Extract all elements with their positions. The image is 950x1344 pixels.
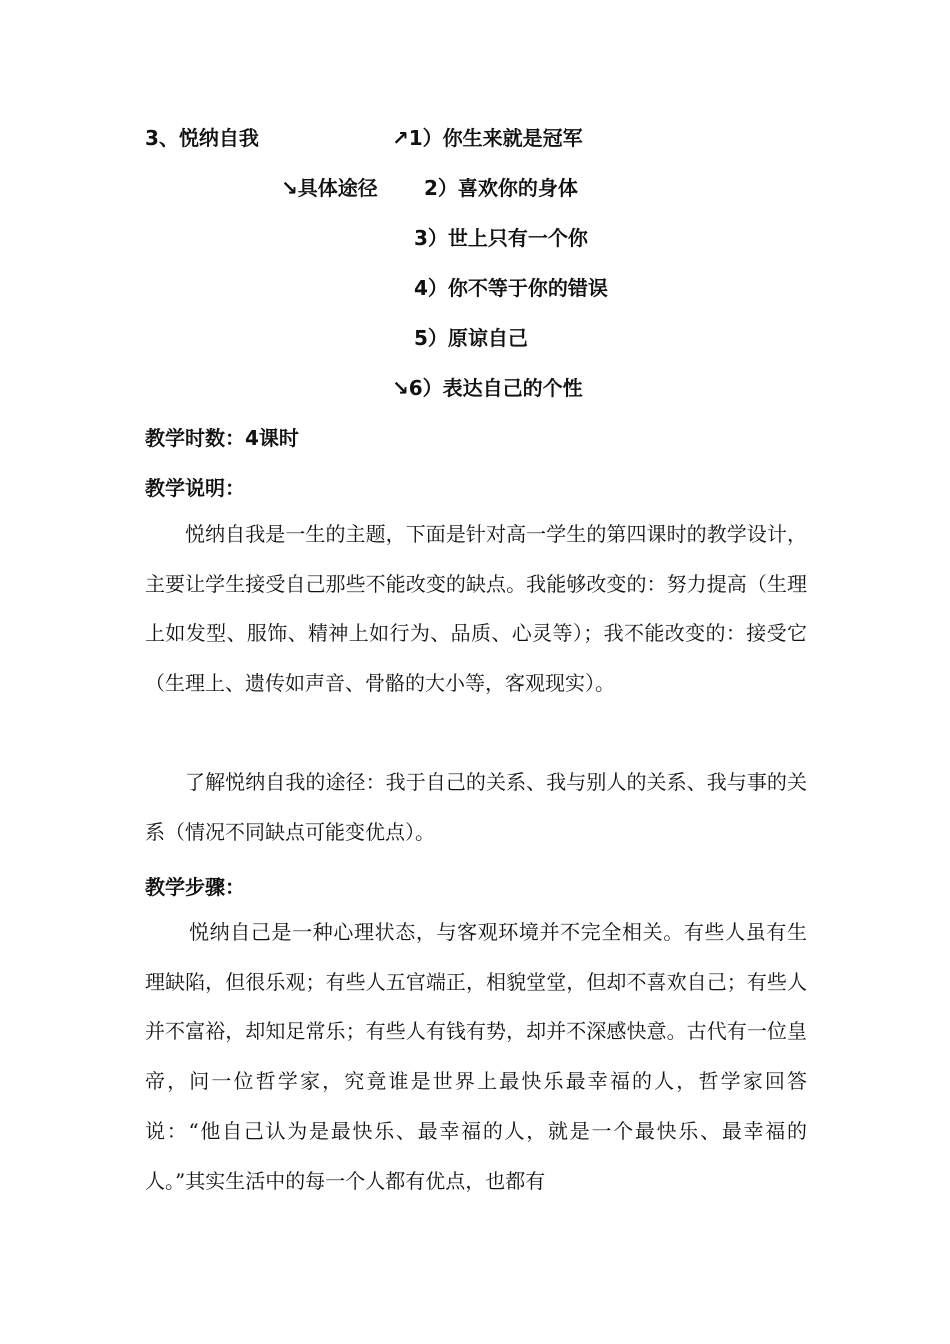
arrow-down-right-icon: ↘ xyxy=(392,376,409,400)
arrow-up-right-icon: ↗ xyxy=(392,126,409,150)
outline-item-4: 4）你不等于你的错误 xyxy=(414,276,608,300)
steps-paragraph-1: 悦纳自己是一种心理状态，与客观环境并不完全相关。有些人虽有生理缺陷，但很乐观；有些人五官端正，相貌堂堂，但却不喜欢自己；有些人并不富裕，却知足常乐；有些人有钱有势，却并不深感快意。古代有一位皇帝，问一位哲学家，究竟谁是世界上最快乐最幸福的人，哲学家回答说：“他自己认为是最快乐、最幸福的人，就是一个最快乐、最幸福的人。”其实生活中的每一个人都有优点，也都有 xyxy=(145,920,807,1193)
outline-item-6-text: 6）表达自己的个性 xyxy=(408,376,583,400)
outline-item-3: 3）世上只有一个你 xyxy=(414,226,588,250)
outline-item-2: 2）喜欢你的身体 xyxy=(424,176,578,200)
section-title: 3、悦纳自我 xyxy=(145,126,259,150)
route-label-row xyxy=(281,172,378,201)
explain-heading: 教学说明： xyxy=(145,476,245,500)
outline-item-6 xyxy=(392,372,583,401)
explain-paragraph-1: 悦纳自我是一生的主题，下面是针对高一学生的第四课时的教学设计，主要让学生接受自己那些不能改变的缺点。我能够改变的：努力提高（生理上如发型、服饰、精神上如行为、品质、心灵等）；我不能改变的：接受它（生理上、遗传如声音、骨骼的大小等，客观现实）。 xyxy=(145,522,807,696)
outline-item-1 xyxy=(392,122,583,151)
teaching-hours: 教学时数：4课时 xyxy=(145,426,299,450)
explain-paragraph-2: 了解悦纳自我的途径：我于自己的关系、我与别人的关系、我与事的关系（情况不同缺点可能变优点）。 xyxy=(145,770,807,844)
outline-item-5: 5）原谅自己 xyxy=(414,326,528,350)
arrow-down-right-icon: ↘ xyxy=(281,176,298,200)
outline-item-1-text: 1）你生来就是冠军 xyxy=(408,126,583,150)
route-label: 具体途径 xyxy=(297,176,378,200)
steps-heading: 教学步骤： xyxy=(145,875,245,899)
